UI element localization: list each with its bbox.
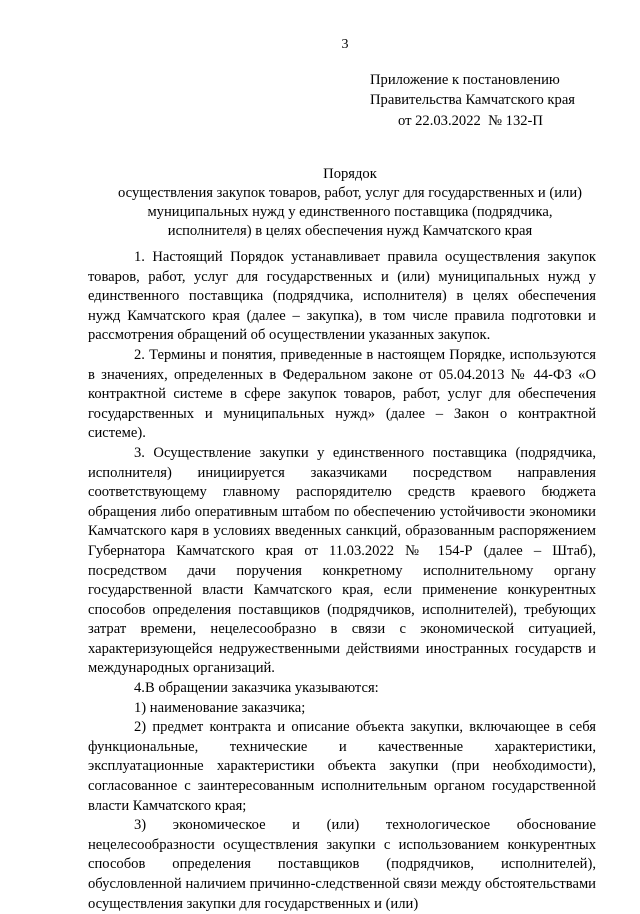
paragraph-3: 3. Осуществление закупки у единственного поставщика (подрядчика, исполнителя) инициируется заказчиками посредством направления соответствующему главному распорядителю средств краевого бюджета обращения либо оперативным штабом по обеспечению устойчивости экономики Камчатского каря в условиях введенных санкций, образованным распоряжением Губернатора Камчатского края от 11.03.2022 № 154-Р (далее – Штаб), посредством дачи поручения конкретному исполнительному органу государственной власти Камчатского края, если применение конкурентных способов определения поставщиков (подрядчиков, исполнителей), требующих затрат времени, нецелесообразно в связи с экономической ситуацией, характеризующейся недружественными действиями иностранных государств и международных организаций.	[88, 444, 596, 677]
paragraph-1: 1. Настоящий Порядок устанавливает правила осуществления закупок товаров, работ, услуг для государственных и (или) муниципальных нужд у единственного поставщика (подрядчика, исполнителя) в целях обеспечения нужд Камчатского края (далее – закупка), в том числе правила подготовки и рассмотрения обращений об осуществлении указанных закупок.	[88, 249, 596, 344]
document-body	[88, 248, 596, 914]
title-line-2: осуществления закупок товаров, работ, услуг для государственных и (или)	[118, 185, 582, 201]
title-line-1: Порядок	[323, 166, 377, 182]
list-item-3: 3) экономическое и (или) технологическое обоснование нецелесообразности осуществления закупки с использованием конкурентных способов определения поставщиков (подрядчиков, исполнителей), обусловленной наличием причинно-следственной связи между обстоятельствами осуществления закупки для государственных и (или)	[88, 817, 596, 912]
document-title	[60, 165, 640, 241]
title-line-3: муниципальных нужд у единственного поставщика (подрядчика,	[147, 204, 553, 220]
appendix-line-1: Приложение к постановлению	[370, 72, 560, 88]
appendix-line-2: Правительства Камчатского края	[370, 92, 576, 108]
paragraph-2: 2. Термины и понятия, приведенные в настоящем Порядке, используются в значениях, определенных в Федеральном законе от 05.04.2013 № 44-ФЗ «О контрактной системе в сфере закупок товаров, работ, услуг для обеспечения государственных и муниципальных нужд» (далее – Закон о контрактной системе).	[88, 346, 596, 442]
list-item-2: 2) предмет контракта и описание объекта закупки, включающее в себя функциональные, технические и качественные характеристики, эксплуатационные характеристики объекта закупки (при необходимости), согласованное с заинтересованным исполнительным органом государственной власти Камчатского края;	[88, 719, 596, 814]
appendix-header	[370, 70, 620, 110]
appendix-date: от 22.03.2022 № 132-П	[398, 113, 543, 129]
paragraph-4: 4.В обращении заказчика указываются:	[134, 680, 379, 697]
list-item-1: 1) наименование заказчика;	[134, 699, 306, 716]
title-line-4: исполнителя) в целях обеспечения нужд Камчатского края	[167, 223, 533, 239]
page-number: 3	[341, 37, 349, 52]
